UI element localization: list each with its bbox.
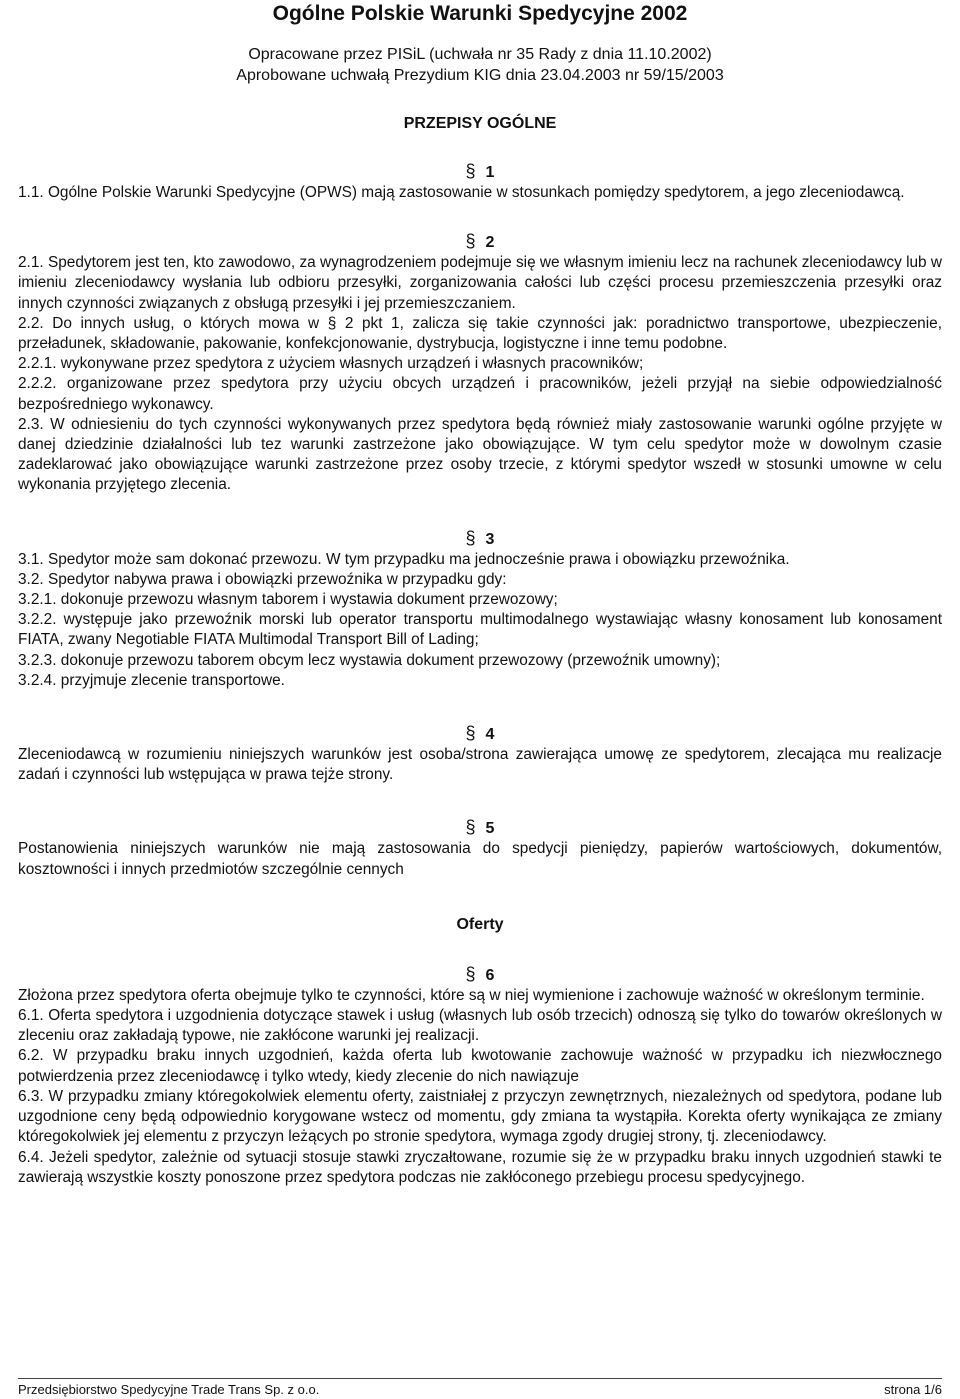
section-5-number: § 5	[465, 817, 495, 838]
section-sign-icon: §	[465, 723, 476, 744]
paragraph-2-2-1: 2.2.1. wykonywane przez spedytora z użyciem własnych urządzeń i własnych pracowników;	[18, 355, 644, 373]
paragraph-3-2-4: 3.2.4. przyjmuje zlecenie transportowe.	[18, 671, 285, 689]
footer-page-number: strona 1/6	[884, 1382, 942, 1397]
document-title: Ogólne Polskie Warunki Spedycyjne 2002	[272, 2, 688, 25]
section-4-number: § 4	[465, 723, 495, 744]
paragraph-6: Złożona przez spedytora oferta obejmuje tylko te czynności, które są w niej wymienione i zachowuje ważność w określonym terminie.	[18, 986, 925, 1004]
subtitle-line-2: Aprobowane uchwałą Prezydium KIG dnia 23.04.2003 nr 59/15/2003	[236, 67, 724, 84]
subtitle-line-1: Opracowane przez PISiL (uchwała nr 35 Rady z dnia 11.10.2002)	[248, 46, 712, 63]
paragraph-5: Postanowienia niniejszych warunków nie mają zastosowania do spedycji pieniędzy, papierów wartościowych, dokumentów, kosztowności i innych przedmiotów szczególnie cennych	[18, 840, 942, 878]
section-sign-icon: §	[465, 161, 476, 181]
paragraph-3-2: 3.2. Spedytor nabywa prawa i obowiązki przewoźnika w przypadku gdy:	[18, 570, 507, 588]
section-3-number: § 3	[465, 527, 495, 548]
paragraph-2-2-2: 2.2.2. organizowane przez spedytora przy użyciu obcych urządzeń i pracowników, jeżeli przyjął na siebie odpowiedzialność bezpośredniego wykonawcy.	[18, 375, 942, 413]
section-sign-icon: §	[465, 817, 476, 838]
paragraph-1-1: 1.1. Ogólne Polskie Warunki Spedycyjne (OPWS) mają zastosowanie w stosunkach pomiędzy spedytorem, a jego zleceniodawcą.	[18, 184, 905, 201]
page-footer	[18, 1378, 942, 1399]
paragraph-4: Zleceniodawcą w rozumieniu niniejszych warunków jest osoba/strona zawierająca umowę ze spedytorem, zlecająca mu realizacje zadań i czynności lub wstępująca w prawa tejże strony.	[18, 746, 942, 784]
paragraph-3-2-3: 3.2.3. dokonuje przewozu taborem obcym lecz wystawia dokument przewozowy (przewoźnik umowny);	[18, 651, 721, 669]
heading-general-provisions: PRZEPISY OGÓLNE	[403, 115, 557, 132]
document-page	[18, 0, 942, 1188]
section-sign-icon: §	[465, 527, 476, 548]
footer-company: Przedsiębiorstwo Spedycyjne Trade Trans Sp. z o.o.	[18, 1382, 320, 1397]
paragraph-6-2: 6.2. W przypadku braku innych uzgodnień, każda oferta lub kwotowanie zachowuje ważność w przypadku ich niezwłocznego potwierdzenia przez zleceniodawcę i tylko wtedy, kiedy zlecenie do nich nawiązuje	[18, 1047, 942, 1085]
section-1-number: § 1	[465, 161, 495, 181]
section-sign-icon: §	[465, 231, 476, 252]
section-sign-icon: §	[465, 963, 476, 984]
paragraph-2-2: 2.2. Do innych usług, o których mowa w § 2 pkt 1, zalicza się takie czynności jak: poradnictwo transportowe, ubezpieczenie, przeładunek, składowanie, pakowanie, konfekcjonowanie, dystrybucja, logistyczne i inne temu podobne.	[18, 314, 942, 353]
paragraph-6-4: 6.4. Jeżeli spedytor, zależnie od sytuacji stosuje stawki zryczałtowane, rozumie się że w przypadku braku innych uzgodnień stawki te zawierają wszystkie koszty ponoszone przez spedytora podczas nie zakłóconego przebiegu procesu spedycyjnego.	[18, 1148, 942, 1186]
paragraph-6-3: 6.3. W przypadku zmiany któregokolwiek elementu oferty, zaistniałej z przyczyn zewnętrznych, niezależnych od spedytora, podane lub uzgodnione ceny będą odpowiednio korygowane wstecz od momentu, gdy zmiana ta wystąpiła. Korekta oferty wynikająca ze zmiany któregokolwiek jej elementu z przyczyn leżących po stronie spedytora, wymaga zgody drugiej strony, tj. zleceniodawcy.	[18, 1087, 942, 1146]
paragraph-2-1: 2.1. Spedytorem jest ten, kto zawodowo, za wynagrodzeniem podejmuje się we własnym imieniu lecz na rachunek zleceniodawcy lub w imieniu zleceniodawcy wysłania lub odbioru przesyłki, zorganizowania całości lub części procesu przemieszczenia przesyłki oraz innych czynności związanych z obsługą przesyłki i jej przemieszczaniem.	[18, 254, 942, 312]
paragraph-6-1: 6.1. Oferta spedytora i uzgodnienia dotyczące stawek i usług (własnych lub osób trzecich) odnoszą się tylko do towarów określonych w zleceniu oraz zakładają typowe, nie zakłócone warunki jej realizacji.	[18, 1007, 942, 1045]
paragraph-2-3: 2.3. W odniesieniu do tych czynności wykonywanych przez spedytora będą również miały zastosowanie warunki ogólne przyjęte w danej dziedzinie działalności lub tez warunki zastrzeżone jako obowiązujące. W tym celu spedytor może w dowolnym czasie zadeklarować jako obowiązujące warunki zastrzeżone przez osoby trzecie, z którymi spedytor wszedł w stosunki umowne w celu wykonania przyjętego zlecenia.	[18, 415, 942, 494]
heading-offers: Oferty	[456, 915, 504, 933]
paragraph-3-2-2: 3.2.2. występuje jako przewoźnik morski lub operator transportu multimodalnego wystawiając własny konosament lub konosament FIATA, zwany Negotiable FIATA Multimodal Transport Bill of Lading;	[18, 611, 942, 649]
section-2-number: § 2	[465, 231, 495, 252]
section-6-number: § 6	[465, 963, 495, 984]
paragraph-3-2-1: 3.2.1. dokonuje przewozu własnym taborem i wystawia dokument przewozowy;	[18, 591, 558, 609]
paragraph-3-1: 3.1. Spedytor może sam dokonać przewozu. W tym przypadku ma jednocześnie prawa i obowiązku przewoźnika.	[18, 550, 790, 568]
